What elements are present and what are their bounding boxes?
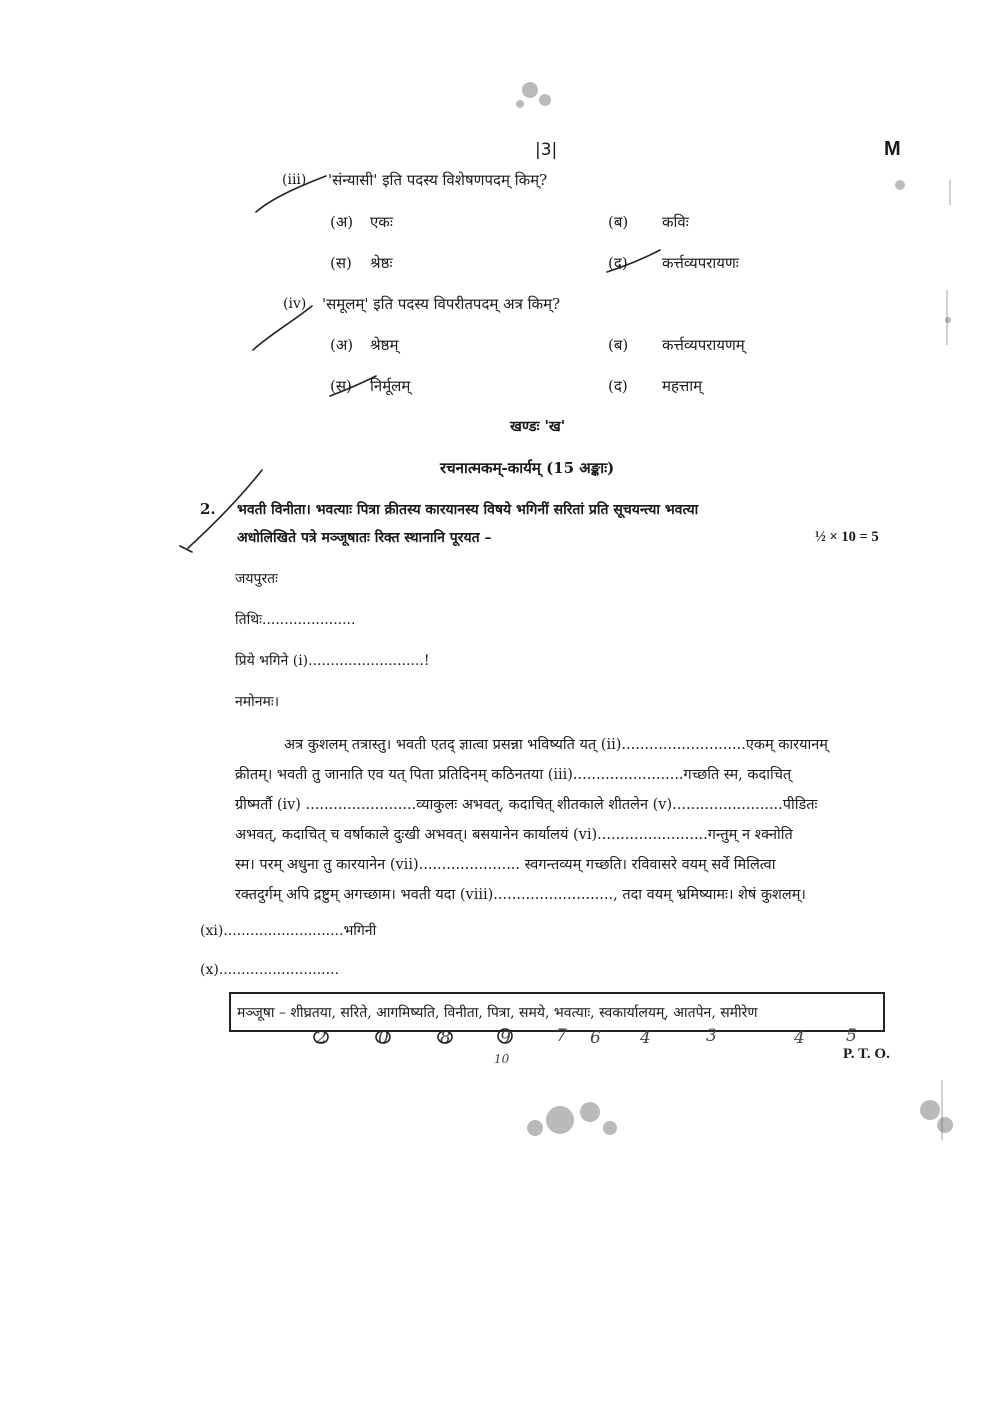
letter-date: तिथिः..................... [235,612,356,628]
handwritten-note: 10 [494,1052,510,1066]
letter-body-line: अभवत्, कदाचित् च वर्षाकाले दुःखी अभवत्। बसयानेन कार्यालयं (vi)........................गन्तुम् न श्क्नोति [235,827,793,843]
option-label: (ब) [608,336,629,354]
handwritten-digit: 6 [590,1028,601,1048]
option-text: एकः [370,213,393,231]
option-text: श्रेष्ठम् [370,336,399,354]
option-label: (द) [608,254,628,272]
letter-name: (x)........................... [200,962,339,978]
letter-body-line: ग्रीष्मर्तौ (iv) ........................व्याकुलः अभवत्, कदाचित् शीतकाले शीतलेन (v)........................पीडितः [235,797,818,813]
question-2-line1: भवती विनीता। भवत्याः पित्रा क्रीतस्य कारयानस्य विषये भगिनीं सरितां प्रति सूचयन्त्या भवत्या [237,502,699,518]
handwritten-digit: 0 [378,1028,389,1048]
handwritten-digit: 4 [794,1028,805,1048]
option-label: (स) [330,254,352,272]
option-text: कर्त्तव्यपरायणम् [662,336,745,354]
set-code: M [884,138,901,160]
question-iii-text: 'संन्यासी' इति पदस्य विशेषणपदम् किम्? [328,171,548,189]
option-text: श्रेष्ठः [370,254,393,272]
letter-body-line: अत्र कुशलम् तत्रास्तु। भवती एतद् ज्ञात्वा प्रसन्ना भविष्यति यत् (ii)...........................एकम् कारयानम् [284,737,828,753]
option-text: महत्ताम् [662,377,703,395]
question-iv-text: 'समूलम्' इति पदस्य विपरीतपदम् अत्र किम्? [322,295,561,313]
option-label: (अ) [330,336,354,354]
handwritten-digit: 4 [640,1028,651,1048]
option-label: (द) [608,377,628,395]
pto-label: P. T. O. [843,1046,890,1062]
section-subtitle: रचनात्मकम्-कार्यम् (15 अङ्काः) [440,459,615,477]
page-number: |3| [535,140,558,160]
handwritten-digit: 5 [846,1026,857,1046]
question-2-marks: ½ × 10 = 5 [815,529,879,545]
option-label: (अ) [330,213,354,231]
option-text: कर्त्तव्यपरायणः [662,254,739,272]
letter-salutation: प्रिये भगिने (i)..........................! [235,653,430,669]
letter-greeting: नमोनमः। [235,694,280,710]
handwritten-digit: 8 [440,1028,451,1048]
question-iv-number: (iv) [283,296,307,312]
letter-closing: (xi)...........................भगिनी [200,923,377,939]
option-label: (स) [330,377,352,395]
option-label: (ब) [608,213,629,231]
letter-body-line: क्रीतम्। भवती तु जानाति एव यत् पिता प्रतिदिनम् कठिनतया (iii)........................गच्छति स्म, कदाचित् [235,767,792,783]
handwritten-digit: 9 [500,1028,511,1048]
option-text: कविः [662,213,689,231]
question-2-number: 2. [200,500,216,518]
option-text: निर्मूलम् [370,377,411,395]
section-title: खण्डः 'ख' [510,418,566,435]
letter-body-line: रक्तदुर्गम् अपि द्रष्टुम् अगच्छाम। भवती यदा (viii).........................., तदा वयम् भ्रमिष्यामः। शेषं कुशलम्। [235,887,806,903]
letter-body-line: स्म। परम् अधुना तु कारयानेन (vii)...................... स्वगन्तव्यम् गच्छति। रविवासरे वयम् सर्वे मिलित्वा [235,857,776,873]
handwritten-digit: 7 [556,1026,567,1046]
handwritten-digit: 2 [316,1028,327,1048]
question-iii-number: (iii) [282,172,307,188]
handwritten-digit: 3 [706,1026,717,1046]
manjusha-words: मञ्जूषा – शीघ्रतया, सरिते, आगमिष्यति, विनीता, पित्रा, समये, भवत्याः, स्वकार्यालयम्, आतपेन, समीरेण [237,1005,758,1021]
letter-place: जयपुरतः [235,571,278,587]
question-2-line2: अधोलिखिते पत्रे मञ्जूषातः रिक्त स्थानानि पूरयत – [237,530,492,546]
